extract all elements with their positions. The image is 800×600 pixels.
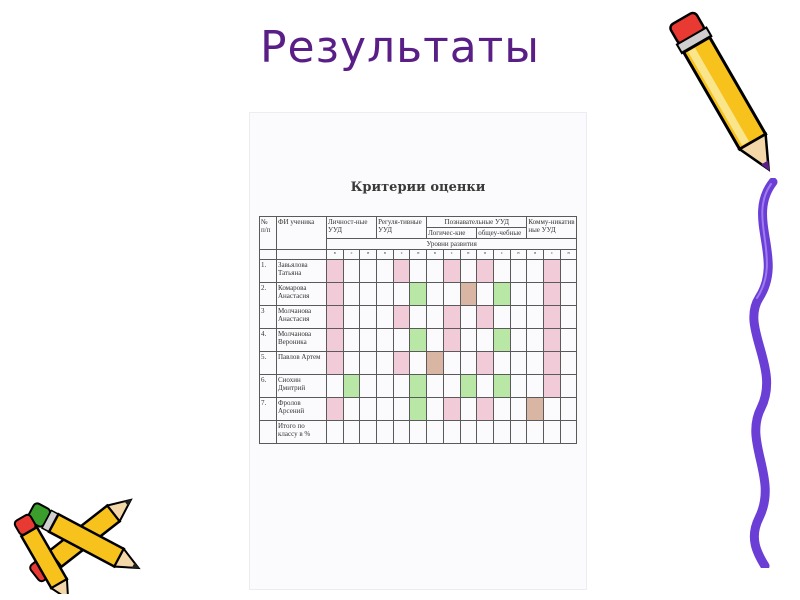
student-name: Павлов Артем — [277, 352, 327, 375]
level-cell — [377, 260, 394, 283]
level-cell — [477, 329, 494, 352]
header-personal: Личност-ные УУД — [327, 217, 377, 239]
level-cell — [327, 375, 344, 398]
student-number: 3 — [260, 306, 277, 329]
level-mark: н — [410, 250, 427, 260]
student-name: Итого по классу в % — [277, 421, 327, 444]
level-cell — [544, 375, 561, 398]
level-cell — [343, 283, 360, 306]
student-number: 6. — [260, 375, 277, 398]
level-cell — [377, 329, 394, 352]
level-cell — [410, 421, 427, 444]
level-cell — [510, 352, 527, 375]
level-cell — [327, 352, 344, 375]
level-cell — [327, 421, 344, 444]
level-cell — [477, 352, 494, 375]
student-number: 7. — [260, 398, 277, 421]
level-cell — [427, 283, 444, 306]
level-cell — [460, 260, 477, 283]
level-cell — [560, 283, 577, 306]
level-cell — [510, 398, 527, 421]
level-cell — [377, 306, 394, 329]
level-cell — [377, 352, 394, 375]
student-number: 4. — [260, 329, 277, 352]
level-cell — [443, 329, 460, 352]
level-cell — [527, 352, 544, 375]
level-cell — [393, 352, 410, 375]
level-cell — [360, 306, 377, 329]
header-logical: Логичес-кие — [427, 228, 477, 239]
level-cell — [343, 421, 360, 444]
purple-ribbon-icon — [735, 178, 795, 568]
level-cell — [427, 375, 444, 398]
level-cell — [360, 283, 377, 306]
table-row — [260, 329, 577, 352]
level-cell — [343, 329, 360, 352]
student-number: 2. — [260, 283, 277, 306]
level-mark: н — [360, 250, 377, 260]
level-cell — [477, 398, 494, 421]
level-cell — [493, 306, 510, 329]
level-cell — [393, 421, 410, 444]
level-mark: в — [327, 250, 344, 260]
level-cell — [427, 398, 444, 421]
student-name: Комарова Анастасия — [277, 283, 327, 306]
level-cell — [544, 260, 561, 283]
level-cell — [460, 329, 477, 352]
level-cell — [393, 329, 410, 352]
student-number: 1. — [260, 260, 277, 283]
level-cell — [460, 306, 477, 329]
level-cell — [410, 375, 427, 398]
level-cell — [427, 421, 444, 444]
level-cell — [393, 398, 410, 421]
level-cell — [427, 352, 444, 375]
header-general: общеу-чебные — [477, 228, 527, 239]
level-mark: с — [544, 250, 561, 260]
level-cell — [493, 421, 510, 444]
level-cell — [443, 375, 460, 398]
level-cell — [493, 283, 510, 306]
level-cell — [393, 375, 410, 398]
level-mark: н — [560, 250, 577, 260]
level-cell — [410, 352, 427, 375]
table-row — [260, 421, 577, 444]
level-cell — [544, 421, 561, 444]
student-number: 5. — [260, 352, 277, 375]
level-cell — [360, 375, 377, 398]
level-cell — [327, 329, 344, 352]
level-cell — [343, 375, 360, 398]
level-cell — [343, 352, 360, 375]
level-cell — [360, 329, 377, 352]
level-cell — [510, 260, 527, 283]
student-name: Сиохин Дмитрий — [277, 375, 327, 398]
scanned-document — [249, 112, 587, 590]
level-cell — [343, 306, 360, 329]
crossed-pencils-icon — [2, 482, 162, 594]
level-cell — [493, 260, 510, 283]
level-cell — [393, 260, 410, 283]
level-cell — [477, 283, 494, 306]
level-cell — [560, 352, 577, 375]
student-name: Завьялова Татьяна — [277, 260, 327, 283]
level-cell — [510, 375, 527, 398]
level-cell — [443, 398, 460, 421]
student-number — [260, 421, 277, 444]
level-cell — [560, 398, 577, 421]
student-name: Фролов Арсений — [277, 398, 327, 421]
level-cell — [510, 421, 527, 444]
table-row — [260, 352, 577, 375]
level-mark: н — [460, 250, 477, 260]
level-cell — [410, 283, 427, 306]
level-cell — [460, 352, 477, 375]
document-heading: Критерии оценки — [350, 180, 486, 195]
pencil-top-right-icon — [668, 2, 790, 192]
level-cell — [527, 283, 544, 306]
header-regulative: Регуля-тивные УУД — [377, 217, 427, 239]
level-cell — [343, 398, 360, 421]
level-cell — [377, 398, 394, 421]
level-cell — [460, 398, 477, 421]
table-row — [260, 398, 577, 421]
level-cell — [427, 260, 444, 283]
level-cell — [327, 260, 344, 283]
level-cell — [393, 283, 410, 306]
level-cell — [410, 398, 427, 421]
level-cell — [477, 260, 494, 283]
header-levels: Уровни развития — [327, 239, 577, 250]
level-cell — [460, 421, 477, 444]
level-cell — [477, 421, 494, 444]
level-marks-spacer — [277, 250, 327, 260]
level-cell — [510, 306, 527, 329]
level-cell — [560, 329, 577, 352]
header-communicative: Комму-никатив ные УУД — [527, 217, 577, 239]
student-name: Молчанова Вероника — [277, 329, 327, 352]
level-cell — [527, 398, 544, 421]
level-cell — [427, 329, 444, 352]
level-mark: в — [377, 250, 394, 260]
level-cell — [527, 306, 544, 329]
level-cell — [477, 306, 494, 329]
level-cell — [527, 421, 544, 444]
student-name: Молчанова Анастасия — [277, 306, 327, 329]
level-cell — [510, 329, 527, 352]
level-marks-row — [260, 250, 577, 260]
level-cell — [510, 283, 527, 306]
level-cell — [527, 260, 544, 283]
level-cell — [544, 329, 561, 352]
level-cell — [393, 306, 410, 329]
level-cell — [443, 306, 460, 329]
level-cell — [410, 329, 427, 352]
header-name: ФИ ученика — [277, 217, 327, 250]
level-cell — [527, 329, 544, 352]
level-cell — [360, 398, 377, 421]
level-mark: с — [493, 250, 510, 260]
level-cell — [360, 421, 377, 444]
level-mark: в — [527, 250, 544, 260]
level-cell — [443, 283, 460, 306]
table-row — [260, 375, 577, 398]
level-cell — [327, 398, 344, 421]
level-cell — [560, 375, 577, 398]
level-cell — [360, 260, 377, 283]
slide-title: Результаты — [259, 22, 541, 73]
level-cell — [443, 260, 460, 283]
level-cell — [560, 260, 577, 283]
level-cell — [493, 352, 510, 375]
level-cell — [443, 352, 460, 375]
level-cell — [327, 283, 344, 306]
level-cell — [410, 306, 427, 329]
level-mark: в — [427, 250, 444, 260]
level-mark: с — [393, 250, 410, 260]
level-cell — [427, 306, 444, 329]
level-mark: н — [510, 250, 527, 260]
level-mark: с — [443, 250, 460, 260]
level-cell — [410, 260, 427, 283]
student-rows — [260, 260, 577, 444]
level-cell — [544, 352, 561, 375]
level-cell — [443, 421, 460, 444]
table-row — [260, 283, 577, 306]
level-mark: в — [477, 250, 494, 260]
criteria-table — [259, 216, 577, 444]
level-cell — [460, 283, 477, 306]
level-cell — [327, 306, 344, 329]
level-cell — [544, 306, 561, 329]
level-cell — [377, 421, 394, 444]
header-row-1 — [260, 217, 577, 228]
level-mark: с — [343, 250, 360, 260]
level-cell — [560, 306, 577, 329]
level-cell — [493, 329, 510, 352]
level-cell — [343, 260, 360, 283]
level-cell — [377, 283, 394, 306]
level-cell — [560, 421, 577, 444]
header-number: № п/п — [260, 217, 277, 250]
level-cell — [360, 352, 377, 375]
level-cell — [460, 375, 477, 398]
table-row — [260, 260, 577, 283]
level-cell — [544, 283, 561, 306]
level-cell — [477, 375, 494, 398]
level-cell — [527, 375, 544, 398]
level-cell — [493, 375, 510, 398]
table-row — [260, 306, 577, 329]
level-cell — [377, 375, 394, 398]
level-marks-spacer — [260, 250, 277, 260]
level-cell — [544, 398, 561, 421]
header-cognitive: Познавательные УУД — [427, 217, 527, 228]
level-cell — [493, 398, 510, 421]
